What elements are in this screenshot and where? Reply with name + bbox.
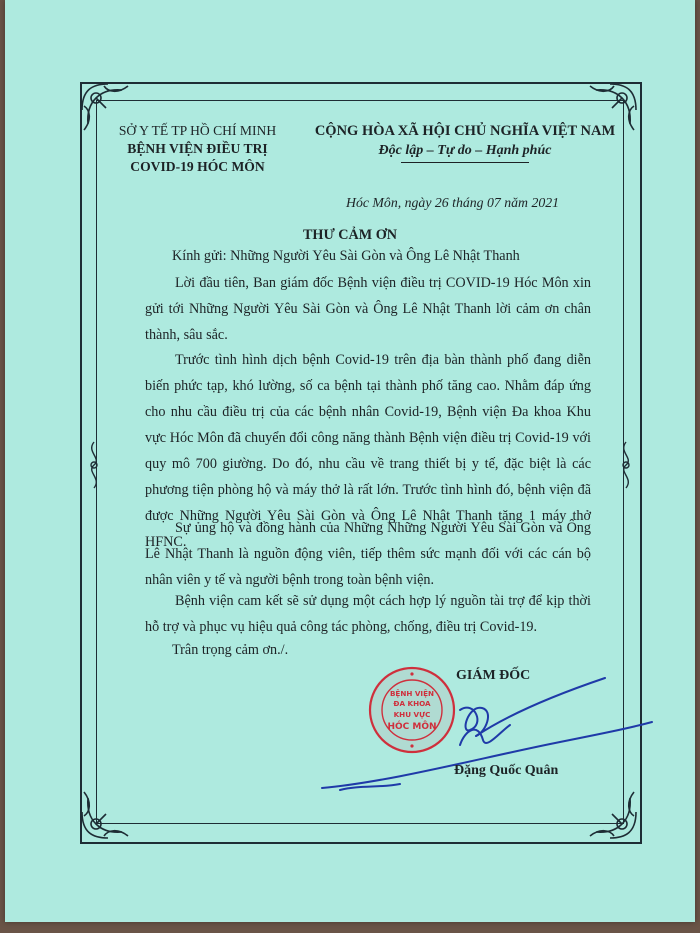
stamp-line-1: BỆNH VIỆN [389,689,435,698]
stamp-line-4: HÓC MÔN [387,722,437,732]
paragraph-1 [145,270,591,348]
paragraph-4 [145,588,591,640]
issuing-authority [100,122,295,176]
side-ornament-icon [616,440,636,490]
authority-line-3: COVID-19 HÓC MÔN [130,159,265,174]
paragraph-text: Bệnh viện cam kết sẽ sử dụng một cách hợp lý nguồn tài trợ để kịp thời hỗ trợ và phục vụ hiệu quả công tác phòng, chống, điều trị Covid-19. [145,593,591,635]
motto: Độc lập – Tự do – Hạnh phúc [378,143,552,158]
country-name: CỘNG HÒA XÃ HỘI CHỦ NGHĨA VIỆT NAM [314,123,616,139]
authority-line-1: SỞ Y TẾ TP HỒ CHÍ MINH [118,123,277,138]
paragraph-text: Sự ủng hộ và đồng hành của Những Những Người Yêu Sài Gòn và Ông Lê Nhật Thanh là nguồn động viên, tiếp thêm sức mạnh đối với các cán bộ nhân viên y tế và người bệnh trong toàn bệnh viện. [145,520,591,588]
closing-line: Trân trọng cảm ơn./. [172,642,289,658]
corner-ornament-icon [78,788,132,842]
side-ornament-icon [84,440,104,490]
national-motto [300,122,630,163]
letter-title: THƯ CẢM ƠN [302,227,398,243]
motto-underline [401,162,529,163]
paragraph-text: Trước tình hình dịch bệnh Covid-19 trên địa bàn thành phố đang diễn biến phức tạp, khó lường, số ca bệnh tại thành phố tăng cao. Nhằm đáp ứng cho nhu cầu điều trị của các bệnh nhân Covid-19, Bệnh viện Đa khoa Khu vực Hóc Môn đã chuyển đổi công năng thành Bệnh viện điều trị Covid-19 với quy mô 700 giường. Do đó, nhu cầu về trang thiết bị y tế, đặc biệt là các phương tiện phòng hộ và máy thở là rất lớn. Trước tình hình đó, bệnh viện đã được Những Người Yêu Sài Gòn và Ông Lê Nhật Thanh tặng 1 máy thở HFNC. [145,352,591,550]
signer-position: GIÁM ĐỐC [456,668,531,683]
stamp-line-3: KHU VỰC [393,710,431,719]
recipient-line: Kính gửi: Những Người Yêu Sài Gòn và Ông Lê Nhật Thanh [172,248,520,264]
stamp-line-2: ĐA KHOA [393,699,431,708]
signer-name: Đặng Quốc Quân [454,763,559,778]
paragraph-text: Lời đầu tiên, Ban giám đốc Bệnh viện điều trị COVID-19 Hóc Môn xin gửi tới Những Người Yêu Sài Gòn và Ông Lê Nhật Thanh lời cảm ơn chân thành, sâu sắc. [145,275,591,343]
paragraph-3 [145,515,591,593]
authority-line-2: BỆNH VIỆN ĐIỀU TRỊ [127,141,268,156]
date-line: Hóc Môn, ngày 26 tháng 07 năm 2021 [346,195,560,210]
